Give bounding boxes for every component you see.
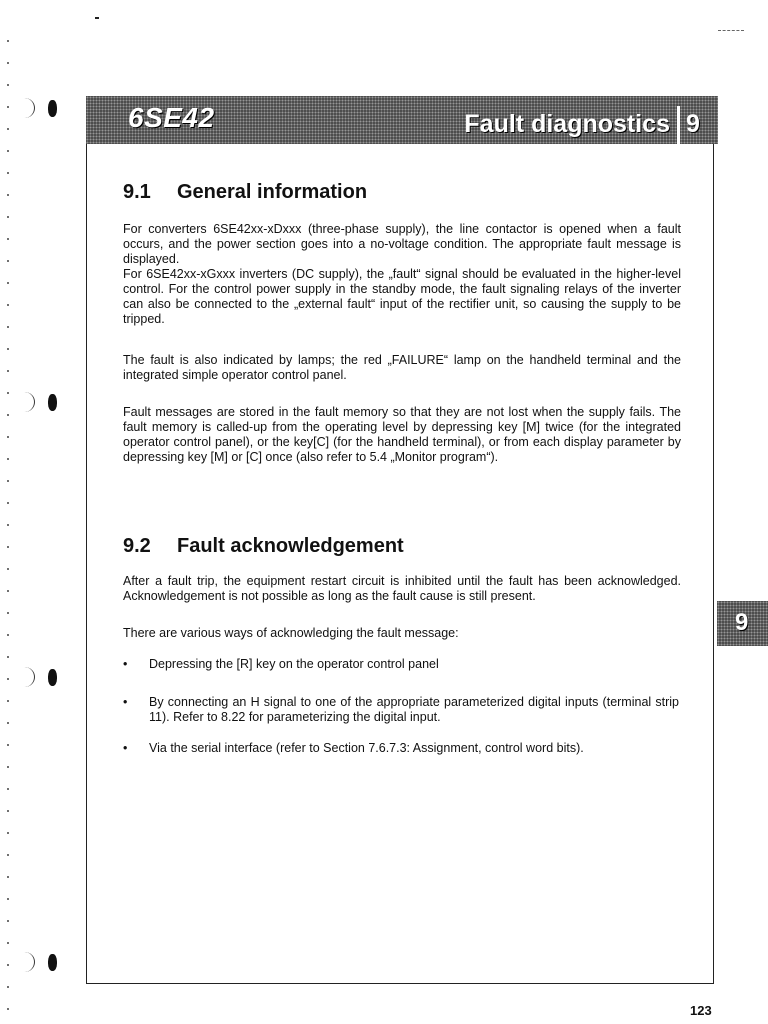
- paragraph-general-2: The fault is also indicated by lamps; the red „FAILURE“ lamp on the handheld terminal and the integrated simple operator control panel.: [123, 353, 681, 382]
- chapter-number: 9: [686, 110, 700, 138]
- punch-hole: [14, 390, 64, 420]
- binder-margin-dots: [7, 30, 9, 1010]
- list-item-text: By connecting an H signal to one of the appropriate parameterized digital inputs (terminal strip 11). Refer to 8.22 for parameterizing the digital input.: [149, 695, 679, 724]
- section-heading-9-1: [123, 181, 367, 204]
- punch-hole: [14, 96, 64, 126]
- scan-mark: [95, 17, 99, 19]
- section-heading-9-2: [123, 535, 404, 558]
- chapter-side-tab: [717, 601, 768, 646]
- paragraph-general-3: Fault messages are stored in the fault memory so that they are not lost when the supply fails. The fault memory is called-up from the operating level by depressing key [M] twice (for the integrated operator control panel), or the key[C] (for the handheld terminal), or from each display parameter by depressing key [M] or [C] once (also refer to 5.4 „Monitor program“).: [123, 405, 681, 464]
- side-tab-number: 9: [735, 609, 749, 636]
- bullet-marker: •: [123, 695, 128, 709]
- section-number: 9.1: [123, 181, 151, 203]
- product-title: 6SE42: [128, 102, 215, 133]
- paragraph-ack-2: There are various ways of acknowledging the fault message:: [123, 626, 459, 640]
- paragraph-ack-1: After a fault trip, the equipment restart circuit is inhibited until the fault has been acknowledged. Acknowledgement is not possible as long as the fault cause is still present.: [123, 574, 681, 603]
- section-number: 9.2: [123, 535, 151, 557]
- paragraph-general-1: For converters 6SE42xx-xDxxx (three-phase supply), the line contactor is opened when a fault occurs, and the power section goes into a no-voltage condition. The appropriate fault message is displayed. For 6SE42xx-xGxxx inverters (DC supply), the „fault“ signal should be evaluated in the higher-level control. For the control power supply in the standby mode, the fault signaling relays of the inverter can also be connected to the „external fault“ input of the rectifier unit, so causing the supply to be tripped.: [123, 222, 681, 326]
- header-divider: [677, 106, 680, 144]
- bullet-marker: •: [123, 657, 128, 671]
- section-title: Fault diagnostics: [464, 110, 670, 138]
- page-number: 123: [690, 1003, 712, 1018]
- list-item-text: Via the serial interface (refer to Section 7.6.7.3: Assignment, control word bits).: [149, 741, 584, 755]
- section-title: Fault acknowledgement: [177, 535, 404, 557]
- list-item-text: Depressing the [R] key on the operator control panel: [149, 657, 439, 671]
- scan-mark: [718, 30, 744, 32]
- section-title: General information: [177, 181, 368, 203]
- punch-hole: [14, 665, 64, 695]
- bullet-marker: •: [123, 741, 128, 755]
- punch-hole: [14, 950, 64, 980]
